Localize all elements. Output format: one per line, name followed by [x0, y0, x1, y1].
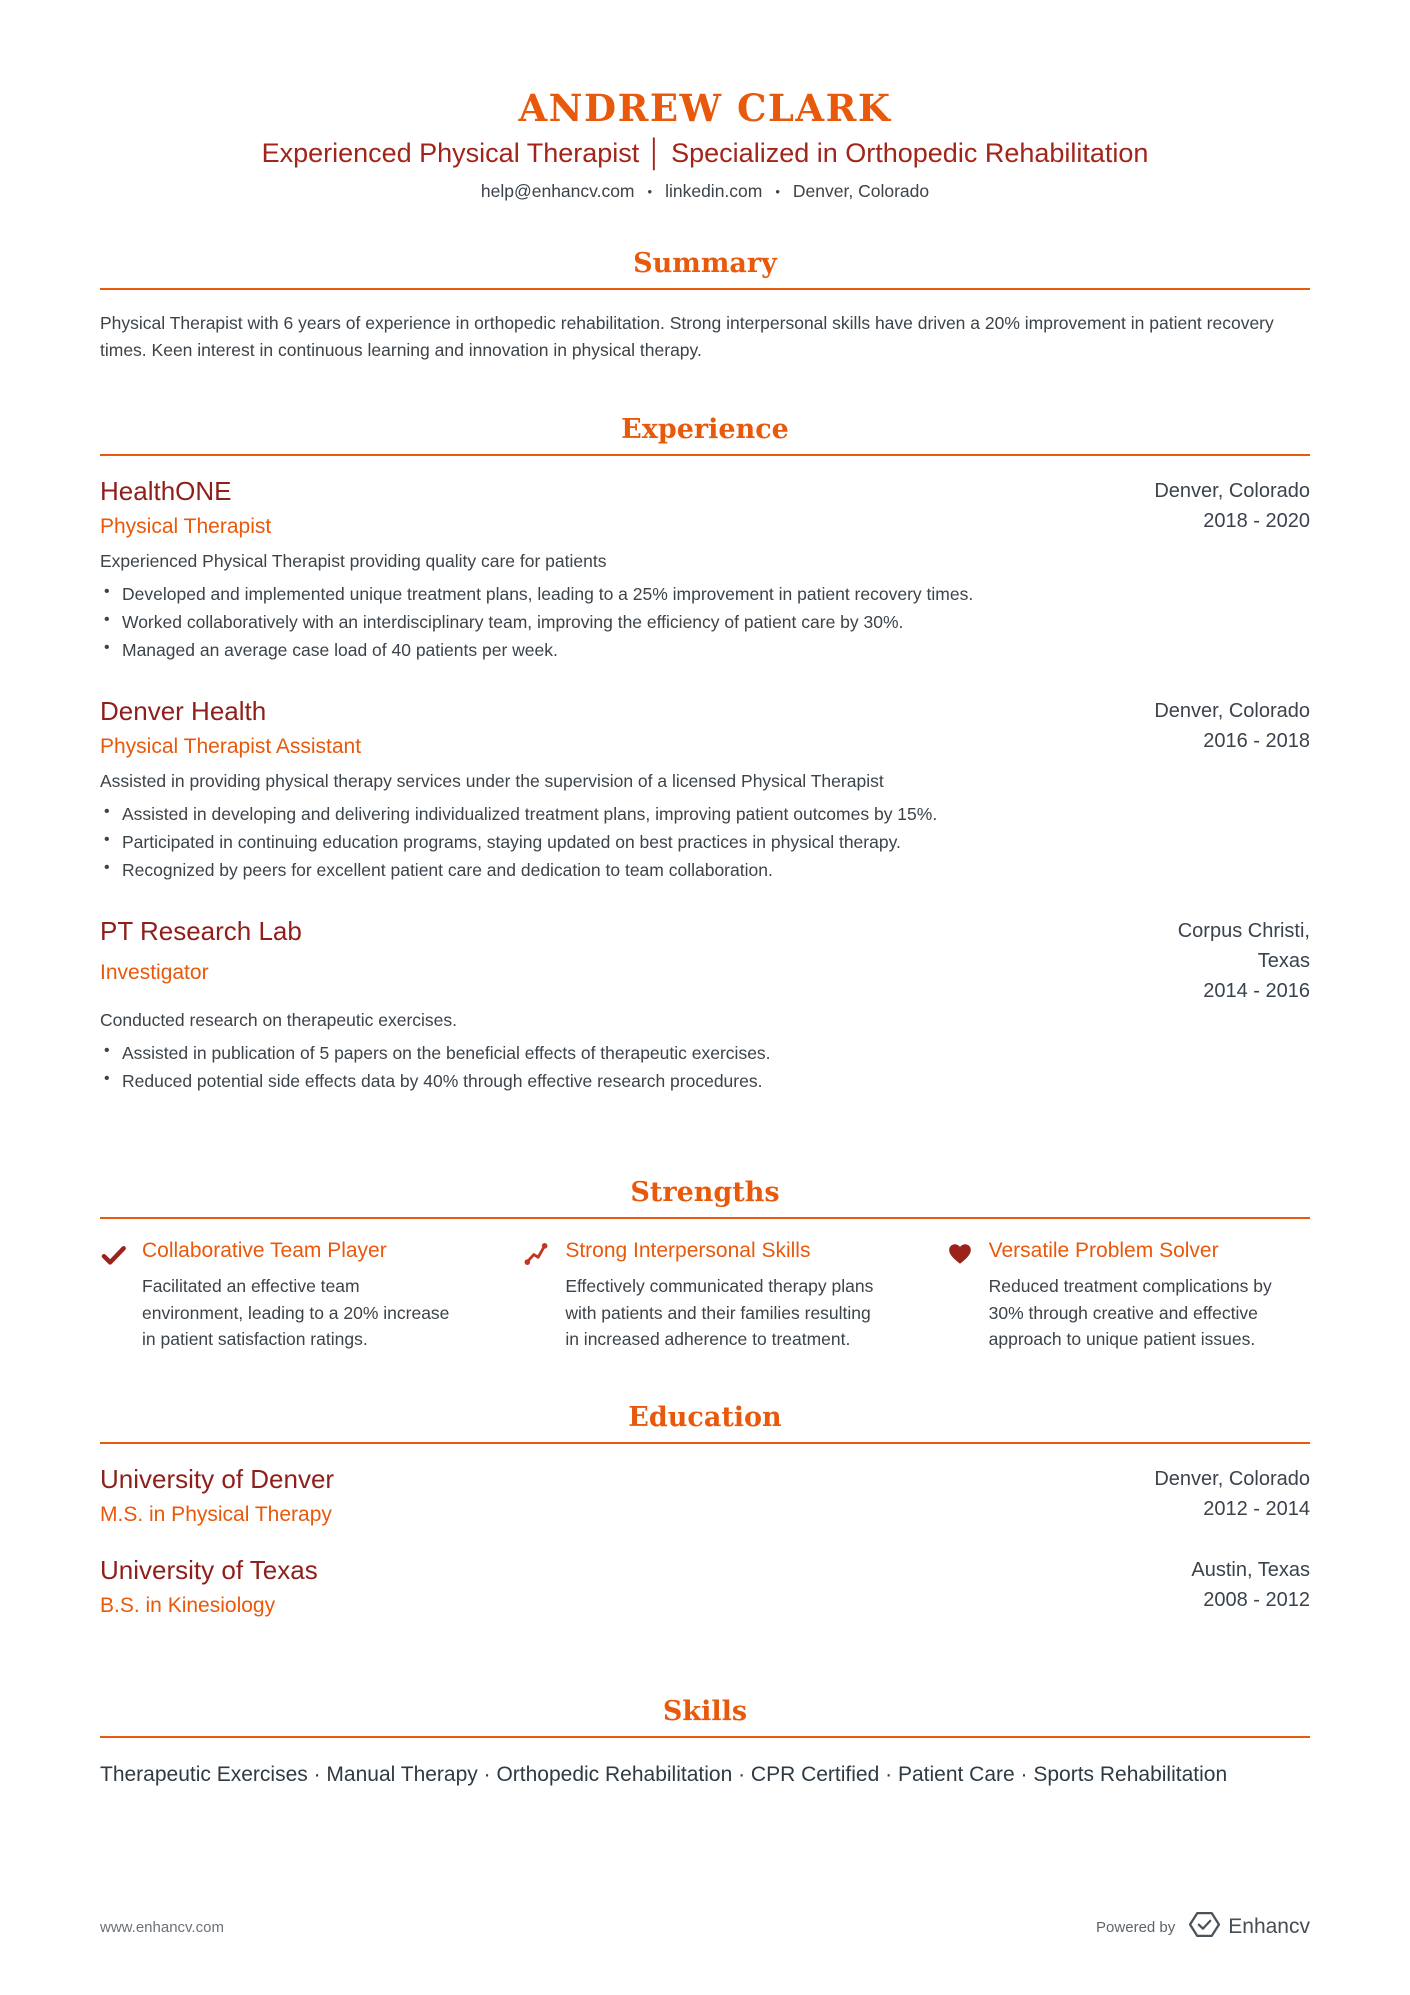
job-meta [1150, 916, 1310, 1006]
enhancv-site-link[interactable]: www.enhancv.com [100, 1918, 224, 1936]
school-location: Austin, Texas [1191, 1559, 1310, 1581]
degree: B.S. in Kinesiology [100, 1594, 276, 1617]
job-location: Denver, Colorado [1154, 700, 1310, 723]
school-left [100, 1464, 334, 1527]
job-dates: 2018 - 2020 [1203, 510, 1310, 533]
contact-separator: • [775, 184, 780, 199]
candidate-headline: Experienced Physical Therapist │ Specialized in Orthopedic Rehabilitation [261, 138, 1149, 168]
job-left [100, 696, 361, 767]
job-role: Investigator [100, 961, 209, 985]
job-dates: 2014 - 2016 [1203, 980, 1310, 1003]
skills-list: Therapeutic Exercises · Manual Therapy · Orthopedic Rehabilitation · CPR Certified · Patient Care · Sports Rehabilitation [100, 1763, 1228, 1786]
strengths-grid [100, 1239, 1310, 1352]
candidate-location: Denver, Colorado [792, 181, 930, 201]
skills-title: Skills [100, 1696, 1310, 1738]
job-location: Denver, Colorado [1154, 480, 1310, 503]
check-icon [100, 1239, 142, 1273]
heart-icon [947, 1239, 989, 1272]
summary-title: Summary [100, 248, 1310, 290]
email-link[interactable]: help@enhancv.com [480, 181, 635, 201]
job-entry [100, 476, 1310, 664]
job-dates: 2016 - 2018 [1203, 730, 1310, 753]
powered-by-label: Powered by [1096, 1918, 1176, 1936]
job-bullets [100, 1039, 1310, 1095]
strength-heading: Collaborative Team Player [142, 1239, 387, 1263]
strengths-title: Strengths [100, 1177, 1310, 1219]
job-summary: Conducted research on therapeutic exercises. [100, 1010, 458, 1031]
job-bullet: • Developed and implemented unique treatment plans, leading to a 25% improvement in patient recovery times. [100, 580, 1310, 608]
job-bullet: • Reduced potential side effects data by 40% through effective research procedures. [100, 1067, 1310, 1095]
job-left [100, 476, 271, 547]
education-section [100, 1402, 1310, 1646]
strength-item [947, 1239, 1310, 1352]
job-header [100, 916, 1310, 1006]
footer-brand-area [1096, 1911, 1310, 1943]
skills-section [100, 1696, 1310, 1792]
strength-heading: Versatile Problem Solver [988, 1239, 1219, 1263]
enhancv-logo-icon [1189, 1911, 1220, 1943]
school-name: University of Denver [100, 1464, 335, 1494]
job-bullet: • Participated in continuing education programs, staying updated on best practices in physical therapy. [100, 828, 1310, 856]
job-bullet: • Worked collaboratively with an interdisciplinary team, improving the efficiency of patient care by 30%. [100, 608, 1310, 636]
company-name: Denver Health [100, 696, 267, 727]
job-location: Corpus Christi, Texas [1177, 920, 1310, 973]
job-role: Physical Therapist [100, 515, 272, 539]
school-left [100, 1555, 318, 1618]
job-header [100, 696, 1310, 767]
strength-item [523, 1239, 886, 1352]
route-icon [523, 1239, 565, 1272]
school-entry [100, 1464, 1310, 1527]
job-header [100, 476, 1310, 547]
school-meta [1191, 1555, 1310, 1615]
job-left [100, 916, 302, 993]
job-bullets [100, 580, 1310, 664]
strength-heading: Strong Interpersonal Skills [565, 1239, 811, 1263]
job-role: Physical Therapist Assistant [100, 735, 362, 759]
job-bullet: • Assisted in developing and delivering individualized treatment plans, improving patient outcomes by 15%. [100, 800, 1310, 828]
candidate-name: ANDREW CLARK [518, 86, 892, 130]
degree: M.S. in Physical Therapy [100, 1503, 332, 1526]
school-dates: 2012 - 2014 [1203, 1498, 1310, 1520]
summary-section [100, 248, 1310, 364]
school-entry [100, 1555, 1310, 1618]
job-bullet: • Recognized by peers for excellent patient care and dedication to team collaboration. [100, 856, 1310, 884]
strength-text: Reduced treatment complications by 30% through creative and effective approach to unique patient issues. [988, 1276, 1272, 1349]
job-entry [100, 916, 1310, 1095]
company-name: HealthONE [100, 476, 232, 507]
job-meta [1154, 696, 1310, 756]
job-meta [1154, 476, 1310, 536]
strength-item [100, 1239, 463, 1352]
experience-section [100, 414, 1310, 1127]
enhancv-wordmark: Enhancv [1228, 1915, 1310, 1938]
company-name: PT Research Lab [100, 916, 302, 947]
experience-title: Experience [100, 414, 1310, 456]
job-entry [100, 696, 1310, 884]
job-summary: Assisted in providing physical therapy services under the supervision of a licensed Physical Therapist [100, 771, 884, 792]
strength-text: Effectively communicated therapy plans with patients and their families resulting in increased adherence to treatment. [565, 1276, 874, 1349]
summary-text: Physical Therapist with 6 years of experience in orthopedic rehabilitation. Strong interpersonal skills have driven a 20% improvement in patient recovery times. Keen interest in continuous learning and innovation in physical therapy. [100, 313, 1274, 361]
job-bullet: • Managed an average case load of 40 patients per week. [100, 636, 1310, 664]
school-location: Denver, Colorado [1154, 1468, 1310, 1490]
education-title: Education [100, 1402, 1310, 1444]
resume-header [100, 86, 1310, 202]
school-meta [1154, 1464, 1310, 1524]
school-name: University of Texas [100, 1555, 318, 1585]
linkedin-link[interactable]: linkedin.com [665, 181, 763, 201]
job-summary: Experienced Physical Therapist providing quality care for patients [100, 551, 607, 572]
job-bullets [100, 800, 1310, 884]
contact-separator: • [647, 184, 653, 199]
enhancv-brand-link[interactable] [1189, 1911, 1310, 1943]
job-bullet: • Assisted in publication of 5 papers on the beneficial effects of therapeutic exercises. [100, 1039, 1310, 1067]
school-dates: 2008 - 2012 [1203, 1589, 1310, 1611]
contact-row [100, 181, 1310, 202]
strengths-section [100, 1177, 1310, 1352]
strength-text: Facilitated an effective team environment, leading to a 20% increase in patient satisfaction ratings. [142, 1276, 450, 1349]
page-footer [100, 1911, 1310, 1943]
